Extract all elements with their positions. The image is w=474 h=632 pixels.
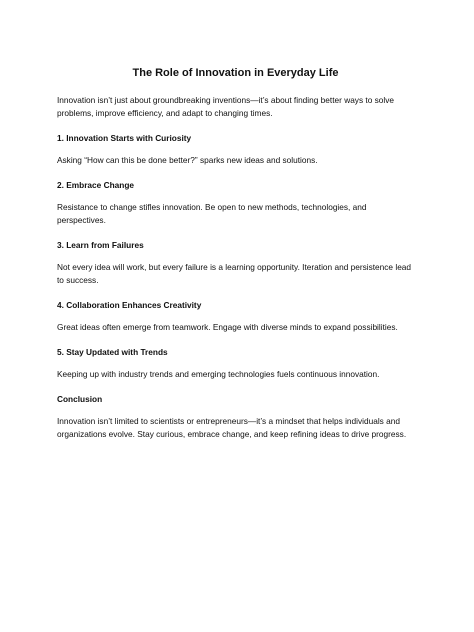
section-heading-trends: 5. Stay Updated with Trends [57, 347, 168, 357]
section-body-learn-failures: Not every idea will work, but every failure is a learning opportunity. Iteration and persistence lead to success. [57, 262, 412, 285]
section-heading-learn-failures: 3. Learn from Failures [57, 240, 144, 250]
section-heading-collaboration: 4. Collaboration Enhances Creativity [57, 300, 202, 310]
section-heading-conclusion: Conclusion [57, 394, 103, 404]
section-heading-curiosity: 1. Innovation Starts with Curiosity [57, 133, 192, 143]
section-body-collaboration: Great ideas often emerge from teamwork. Engage with diverse minds to expand possibilities. [57, 322, 398, 332]
section-heading-embrace-change: 2. Embrace Change [57, 180, 135, 190]
document-title: The Role of Innovation in Everyday Life [132, 67, 339, 79]
intro-paragraph: Innovation isn’t just about groundbreaking inventions—it’s about finding better ways to solve problems, improve efficiency, and adapt to changing times. [57, 95, 395, 118]
section-body-trends: Keeping up with industry trends and emerging technologies fuels continuous innovation. [57, 369, 380, 379]
section-body-conclusion: Innovation isn’t limited to scientists or entrepreneurs—it’s a mindset that helps individuals and organizations evolve. Stay curious, embrace change, and keep refining ideas to drive progress. [57, 416, 407, 439]
section-body-curiosity: Asking “How can this be done better?” sparks new ideas and solutions. [57, 155, 318, 165]
section-body-embrace-change: Resistance to change stifles innovation. Be open to new methods, technologies, and perspectives. [57, 202, 367, 225]
